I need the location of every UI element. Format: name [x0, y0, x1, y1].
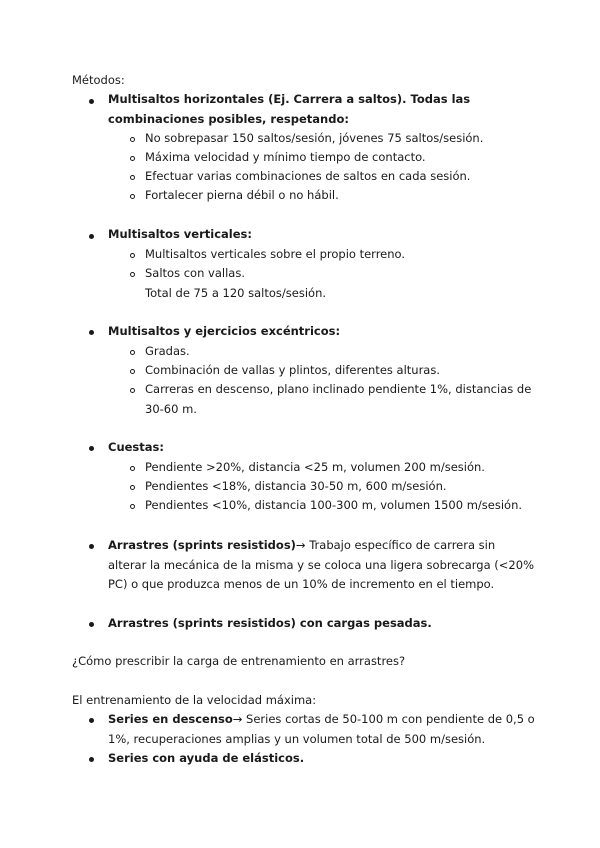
- item-1-title-line2: combinaciones posibles, respetando:: [108, 112, 349, 126]
- circle-bullet-icon: [130, 350, 135, 355]
- item-1-sub-2: Máxima velocidad y mínimo tiempo de contacto.: [145, 150, 426, 164]
- item-4-sub-1: Pendiente >20%, distancia <25 m, volumen 200 m/sesión.: [145, 460, 485, 474]
- methods-heading: Métodos:: [72, 73, 125, 87]
- circle-bullet-icon: [130, 504, 135, 509]
- speed-heading: El entrenamiento de la velocidad máxima:: [72, 693, 317, 707]
- item-4-sub-2: Pendientes <18%, distancia 30-50 m, 600 m/sesión.: [145, 479, 447, 493]
- circle-bullet-icon: [130, 137, 135, 142]
- item-3-title: Multisaltos y ejercicios excéntricos:: [108, 324, 341, 338]
- item-2-title: Multisaltos verticales:: [108, 227, 252, 241]
- circle-bullet-icon: [130, 388, 135, 393]
- item-3-sub-2: Combinación de vallas y plintos, diferentes alturas.: [145, 363, 441, 377]
- circle-bullet-icon: [130, 369, 135, 374]
- item-2-sub-1: Multisaltos verticales sobre el propio terreno.: [145, 247, 406, 261]
- item-1-sub-4: Fortalecer pierna débil o no hábil.: [145, 188, 339, 202]
- item-3-sub-3: Carreras en descenso, plano inclinado pendiente 1%, distancias de: [145, 382, 532, 396]
- question-text: ¿Cómo prescribir la carga de entrenamiento en arrastres?: [72, 654, 406, 668]
- item-3-sub-1: Gradas.: [145, 344, 190, 358]
- circle-bullet-icon: [130, 466, 135, 471]
- item-1-sub-3: Efectuar varias combinaciones de saltos en cada sesión.: [145, 169, 471, 183]
- bullet-icon: [89, 99, 94, 104]
- bullet-icon: [89, 544, 94, 549]
- bullet-icon: [89, 622, 94, 627]
- item-2-note: Total de 75 a 120 saltos/sesión.: [145, 286, 327, 300]
- item-5-line3: PC) o que produzca menos de un 10% de incremento en el tiempo.: [108, 577, 495, 591]
- circle-bullet-icon: [130, 156, 135, 161]
- item-3-sub-3-cont: 30-60 m.: [145, 402, 197, 416]
- item-2-sub-2: Saltos con vallas.: [145, 266, 245, 280]
- bullet-icon: [89, 234, 94, 239]
- item-1-sub-1: No sobrepasar 150 saltos/sesión, jóvenes 75 saltos/sesión.: [145, 131, 484, 145]
- item-5-line2: alterar la mecánica de la misma y se coloca una ligera sobrecarga (<20%: [108, 558, 534, 572]
- speed-item-2-title: Series con ayuda de elásticos.: [108, 751, 305, 765]
- item-6-title: Arrastres (sprints resistidos) con cargas pesadas.: [108, 616, 432, 630]
- item-1-title-line1: Multisaltos horizontales (Ej. Carrera a saltos). Todas las: [108, 92, 471, 106]
- bullet-icon: [89, 330, 94, 335]
- speed-item-1-line2: 1%, recuperaciones amplias y un volumen total de 500 m/sesión.: [108, 732, 486, 746]
- item-4-title: Cuestas:: [108, 440, 164, 454]
- circle-bullet-icon: [130, 272, 135, 277]
- bullet-icon: [89, 718, 94, 723]
- circle-bullet-icon: [130, 194, 135, 199]
- speed-item-1-line1: Series en descenso→ Series cortas de 50-100 m con pendiente de 0,5 o: [108, 712, 535, 726]
- circle-bullet-icon: [130, 175, 135, 180]
- bullet-icon: [89, 757, 94, 762]
- item-4-sub-3: Pendientes <10%, distancia 100-300 m, volumen 1500 m/sesión.: [145, 498, 523, 512]
- item-5-line1: Arrastres (sprints resistidos)→ Trabajo específico de carrera sin: [108, 538, 496, 552]
- bullet-icon: [89, 446, 94, 451]
- circle-bullet-icon: [130, 485, 135, 490]
- circle-bullet-icon: [130, 253, 135, 258]
